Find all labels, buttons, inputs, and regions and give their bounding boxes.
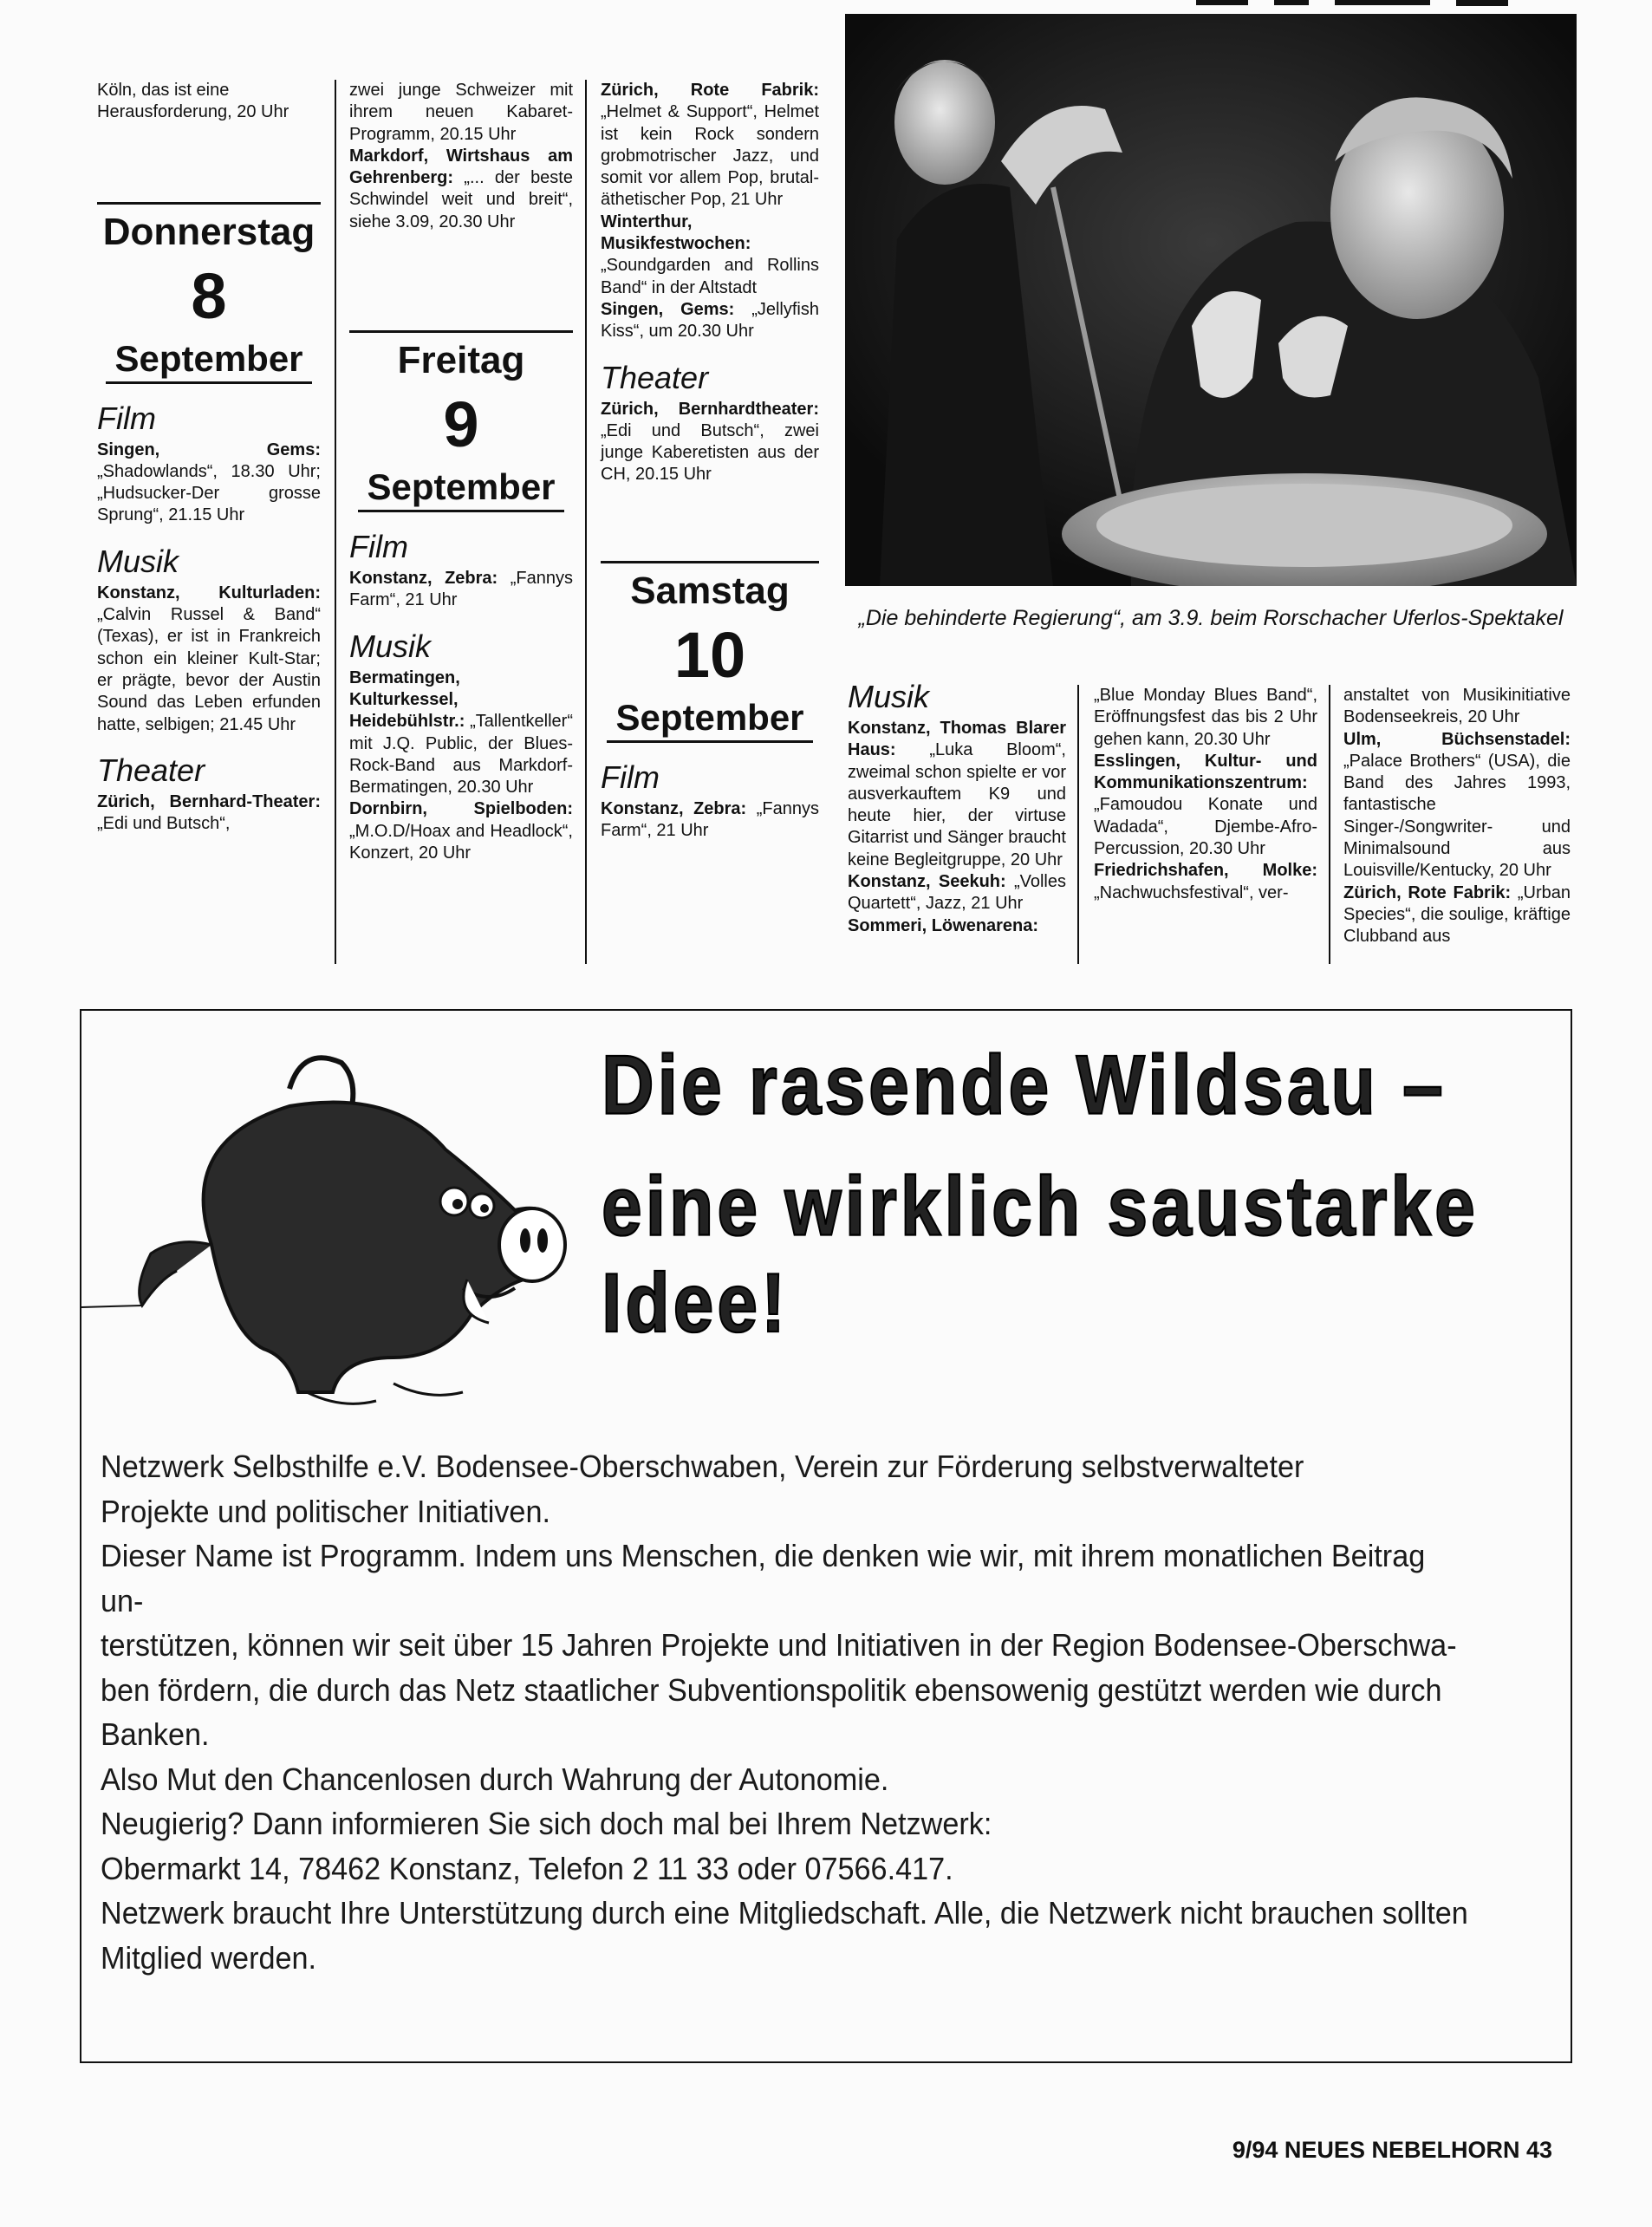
event-text: „Blue Monday Blues Band“, Eröffnungsfest das bis 2 Uhr gehen kann, 20.30 Uhr [1094,686,1317,749]
event-entry: Friedrichshafen, Molke: „Nachwuchsfestival“, ver- [1094,861,1317,902]
event-entry: Zürich, Rote Fabrik: „Urban Species“, die soulige, kräftige Clubband aus [1343,882,1571,947]
event-entry: Winterthur, Musikfestwochen: „Soundgarden and Rollins Band“ in der Altstadt [601,212,819,297]
ad-body-text [101,1444,1476,1980]
ad-text-line: Projekte und politischer Initiativen. [101,1493,550,1529]
event-entry: Ulm, Büchsenstadel: „Palace Brothers“ (USA), die Band des Jahres 1993, fantastische Singer-/Songwriter- und Minimalsound aus Louisville/Kentucky, 20 Uhr [1343,729,1571,881]
day-header-friday [349,330,573,512]
ad-text-line: Netzwerk Selbsthilfe e.V. Bodensee-Oberschwaben, Verein zur Förderung selbstverwalteter [101,1449,1304,1484]
concert-photo [845,14,1577,586]
section-heading-musik: Musik [349,628,432,664]
day-name: Donnerstag [102,210,315,253]
event-entry: Konstanz, Kulturladen: „Calvin Russel & Band“ (Texas), er ist in Frankreich schon ein kleiner Kult-Star; er prägte, bevor der Austin Sound das Leben erfunden hatte, selbigen; 21.45 Uhr [97,583,321,734]
column-divider [335,80,336,964]
photo-illustration [845,14,1577,586]
event-entry: Markdorf, Wirtshaus am Gehrenberg: „... der beste Schwindel weit und breit“, siehe 3.09, 20.30 Uhr [349,146,573,231]
ad-text-line: Also Mut den Chancenlosen durch Wahrung der Autonomie. [101,1761,889,1797]
day-month: September [358,466,563,512]
ad-text-line: terstützen, können wir seit über 15 Jahren Projekte und Initiativen in der Region Bodensee-Oberschwa- [101,1627,1457,1663]
event-entry: Esslingen, Kultur- und Kommunikationszentrum: „Famoudou Konate und Wadada“, Djembe-Afro-Percussion, 20.30 Uhr [1094,751,1317,859]
event-entry: Konstanz, Zebra: „Fannys Farm“, 21 Uhr [601,798,819,841]
section-heading-musik: Musik [848,679,930,714]
section-heading-theater: Theater [97,752,205,788]
day-number: 9 [443,388,479,461]
event-entry: Konstanz, Thomas Blarer Haus: „Luka Bloom“, zweimal schon spielte er vor ausverkauftem K9 und heute hier, der virtuse Gitarrist und Sänger braucht keine Begleitgruppe, 20 Uhr [848,719,1066,869]
ad-headline-line2: eine wirklich saustarke Idee! [602,1159,1479,1350]
column-thursday [97,80,321,835]
event-entry: Konstanz, Zebra: „Fannys Farm“, 21 Uhr [349,569,573,610]
column-music-2 [1094,685,1317,904]
event-entry: Bermatingen, Kulturkessel, Heidebühlstr.: „Tallentkeller“ mit J.Q. Public, der Blues-Rock-Band aus Markdorf-Bermatingen, 20.30 Uhr [349,667,573,798]
event-entry: Dornbirn, Spielboden: „M.O.D/Hoax and Headlock“, Konzert, 20 Uhr [349,799,573,863]
day-name: Samstag [630,569,790,612]
ad-headline-line1: Die rasende Wildsau – [602,1038,1447,1132]
column-music-1 [848,678,1066,937]
event-entry: Singen, Gems: „Jellyfish Kiss“, um 20.30 Uhr [601,299,819,342]
photo-caption: „Die behinderte Regierung“, am 3.9. beim Rorschacher Uferlos-Spektakel [858,606,1564,630]
event-text: anstaltet von Musikinitiative Bodenseekreis, 20 Uhr [1343,686,1571,727]
ad-text-line: Mitglied werden. [101,1939,317,1976]
event-entry: Zürich, Rote Fabrik: „Helmet & Support“, Helmet ist kein Rock sondern grobmotrischer Jazz, und somit vor allem Pop, brutal-äthetischer Pop, 21 Uhr [601,81,819,210]
wild-boar-icon [81,1028,602,1427]
column-divider [585,80,587,964]
day-number: 10 [673,618,746,691]
event-entry: Sommeri, Löwenarena: [848,915,1039,935]
event-text: zwei junge Schweizer mit ihrem neuen Kabaret-Programm, 20.15 Uhr [349,81,573,144]
ad-text-line: Banken. [101,1716,210,1752]
day-name: Freitag [397,339,525,382]
ad-text-line: Neugierig? Dann informieren Sie sich doch mal bei Ihrem Netzwerk: [101,1806,992,1841]
column-saturday [601,80,819,842]
ad-text-line: Dieser Name ist Programm. Indem uns Menschen, die denken wie wir, mit ihrem monatlichen Beitrag un- [101,1538,1426,1618]
event-entry: Zürich, Bernhardtheater: „Edi und Butsch“, zwei junge Kaberetisten aus der CH, 20.15 Uhr [601,399,819,485]
ad-text-line: Obermarkt 14, 78462 Konstanz, Telefon 2 11 33 oder 07566.417. [101,1850,953,1886]
column-divider [1329,685,1330,964]
ad-text-line: ben fördern, die durch das Netz staatlicher Subventionspolitik ebensowenig gestützt werden wie durch [101,1671,1442,1708]
event-text: Köln, das ist eine Herausforderung, 20 Uhr [97,81,289,122]
day-header-thursday [97,202,321,384]
section-heading-musik: Musik [97,543,179,579]
section-heading-film: Film [349,529,408,565]
day-number: 8 [191,259,227,332]
top-header-fragment [1196,0,1560,9]
column-friday [349,80,573,864]
event-entry: Zürich, Bernhard-Theater: „Edi und Butsch“, [97,791,321,834]
section-heading-theater: Theater [601,359,709,395]
event-entry: Singen, Gems: „Shadowlands“, 18.30 Uhr; „Hudsucker-Der grosse Sprung“, 21.15 Uhr [97,440,321,525]
day-month: September [106,338,311,384]
column-music-3 [1343,685,1571,948]
page-footer: 9/94 NEUES NEBELHORN 43 [1232,2137,1552,2163]
day-month: September [607,697,812,743]
column-divider [1077,685,1079,964]
day-header-saturday [601,561,819,743]
section-heading-film: Film [97,400,156,436]
ad-text-line: Netzwerk braucht Ihre Unterstützung durch eine Mitgliedschaft. Alle, die Netzwerk nicht brauchen sollten [101,1895,1468,1931]
event-entry: Konstanz, Seekuh: „Volles Quartett“, Jazz, 21 Uhr [848,872,1066,914]
section-heading-film: Film [601,759,660,795]
advertisement-box [80,1009,1572,2063]
